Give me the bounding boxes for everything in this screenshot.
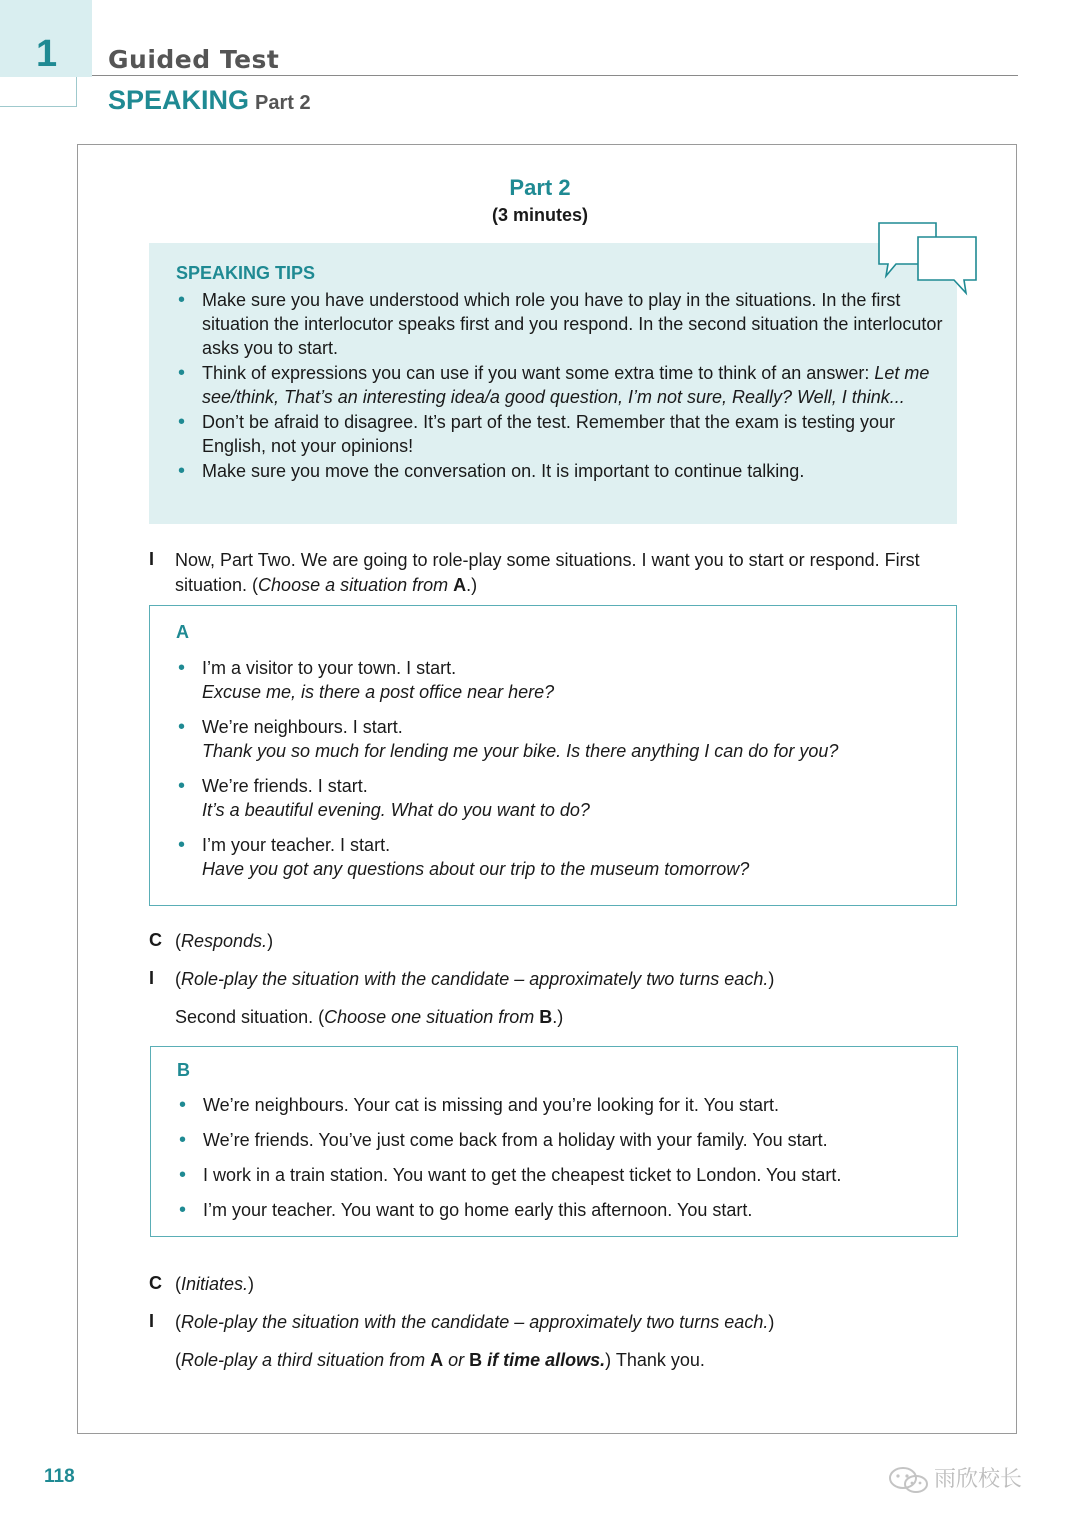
tips-heading: SPEAKING TIPS bbox=[176, 263, 316, 283]
third-bold-italic: if time allows. bbox=[482, 1350, 606, 1370]
speaker-label: I bbox=[149, 968, 155, 988]
situation-line: • We’re friends. I start. bbox=[202, 776, 368, 796]
situation-prompt: Thank you so much for lending me your bike. Is there anything I can do for you? bbox=[202, 741, 839, 761]
speaker-label: C bbox=[149, 930, 162, 950]
situation-prompt: Have you got any questions about our trip to the museum tomorrow? bbox=[202, 859, 750, 879]
third-or: or bbox=[443, 1350, 470, 1370]
stage-direction: Initiates. bbox=[181, 1274, 249, 1294]
situation-item bbox=[176, 833, 946, 881]
box-a-label: A bbox=[176, 622, 189, 642]
speaker-label: I bbox=[149, 549, 155, 569]
third-situation: (Role-play a third situation from A or B if time allows.) Thank you. bbox=[175, 1350, 705, 1370]
situation-a-list bbox=[176, 656, 946, 892]
situation-prompt: It’s a beautiful evening. What do you want to do? bbox=[202, 800, 590, 820]
intro-bold: A bbox=[453, 575, 467, 595]
page-number: 118 bbox=[44, 1466, 75, 1487]
part-duration: (3 minutes) bbox=[491, 205, 588, 225]
tip-item bbox=[176, 288, 952, 360]
speech-bubbles-icon bbox=[874, 220, 980, 296]
unit-tab-outline bbox=[76, 77, 77, 107]
candidate-response: (Initiates.) bbox=[175, 1274, 255, 1294]
situation-item: • I’m your teacher. You want to go home early this afternoon. You start. bbox=[177, 1198, 952, 1222]
tip-item bbox=[176, 459, 952, 483]
situation-item bbox=[176, 715, 946, 763]
intro-text: Now, Part Two. We are going to role-play some situations. I want you to start or respond. First situation. ( bbox=[175, 550, 920, 595]
unit-tab-outline bbox=[0, 106, 77, 107]
watermark bbox=[888, 1462, 1022, 1495]
watermark-text: 雨欣校长 bbox=[934, 1466, 1023, 1491]
situation-line: • I’m your teacher. I start. bbox=[202, 835, 391, 855]
header-divider bbox=[92, 75, 1018, 76]
situation-item bbox=[176, 774, 946, 822]
tip-italic-examples: Let me see/think, That’s an interesting idea/a good question, I’m not sure, Really? Well, I think... bbox=[202, 363, 930, 407]
situation-b-list bbox=[177, 1093, 952, 1233]
situation-prompt: Excuse me, is there a post office near here? bbox=[202, 682, 555, 702]
situation-item bbox=[176, 656, 946, 704]
candidate-response: (Responds.) bbox=[175, 931, 274, 951]
third-italic: Role-play a third situation from bbox=[181, 1350, 431, 1370]
tip-text: Think of expressions you can use if you want some extra time to think of an answer: bbox=[202, 363, 875, 383]
interlocutor-direction: (Role-play the situation with the candidate – approximately two turns each.) bbox=[175, 969, 775, 989]
situation-item: • We’re friends. You’ve just come back from a holiday with your family. You start. bbox=[177, 1128, 952, 1152]
situation-item: • I work in a train station. You want to get the cheapest ticket to London. You start. bbox=[177, 1163, 952, 1187]
wechat-icon bbox=[888, 1465, 930, 1495]
speaker-label: C bbox=[149, 1273, 162, 1293]
intro-italic: Choose a situation from bbox=[258, 575, 454, 595]
second-bold: B bbox=[539, 1007, 553, 1027]
interlocutor-direction: (Role-play the situation with the candidate – approximately two turns each.) bbox=[175, 1312, 775, 1332]
section-title bbox=[108, 84, 311, 119]
situation-line: • We’re neighbours. I start. bbox=[202, 717, 403, 737]
situation-line: • I’m a visitor to your town. I start. bbox=[202, 658, 457, 678]
tip-text: Don’t be afraid to disagree. It’s part of the test. Remember that the exam is testing your English, not your opinions! bbox=[202, 412, 896, 456]
third-end: Thank you. bbox=[611, 1350, 705, 1370]
speaker-label: I bbox=[149, 1311, 155, 1331]
box-b-label: B bbox=[177, 1060, 190, 1080]
second-prefix: Second situation. ( bbox=[175, 1007, 325, 1027]
second-end: .) bbox=[552, 1007, 564, 1027]
second-italic: Choose one situation from bbox=[324, 1007, 540, 1027]
stage-direction: Responds. bbox=[181, 931, 268, 951]
section-title-text: SPEAKING bbox=[108, 85, 250, 115]
tip-item bbox=[176, 410, 952, 458]
intro-end: .) bbox=[466, 575, 478, 595]
stage-direction: Role-play the situation with the candidate – approximately two turns each. bbox=[181, 969, 769, 989]
third-bold-b: B bbox=[469, 1350, 483, 1370]
section-part: Part 2 bbox=[255, 92, 311, 114]
tips-list bbox=[176, 288, 952, 484]
guided-test-label: Guided Test bbox=[108, 45, 280, 74]
stage-direction: Role-play the situation with the candidate – approximately two turns each. bbox=[181, 1312, 769, 1332]
unit-number: 1 bbox=[36, 33, 58, 75]
part-title: Part 2 bbox=[509, 175, 571, 200]
situation-item: • We’re neighbours. Your cat is missing and you’re looking for it. You start. bbox=[177, 1093, 952, 1117]
tip-text: Make sure you move the conversation on. It is important to continue talking. bbox=[202, 461, 805, 481]
tip-item bbox=[176, 361, 952, 409]
interlocutor-intro bbox=[175, 548, 935, 598]
third-bold-a: A bbox=[430, 1350, 444, 1370]
tip-text: Make sure you have understood which role you have to play in the situations. In the first situation the interlocutor speaks first and you respond. In the second situation the interlocutor asks you to start. bbox=[202, 290, 943, 358]
second-situation bbox=[175, 1005, 563, 1030]
